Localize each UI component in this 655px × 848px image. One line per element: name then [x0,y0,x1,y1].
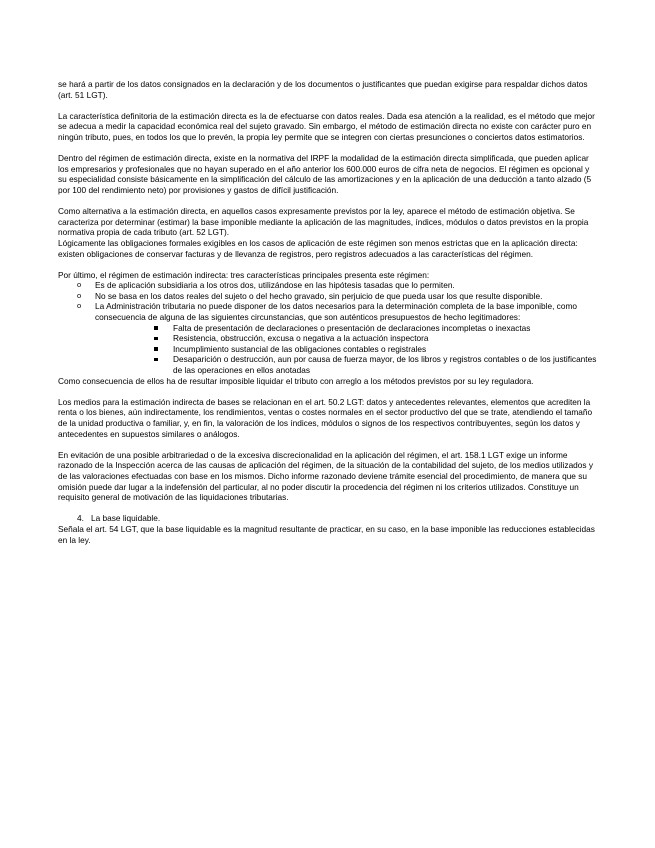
section-number: 4. [77,513,84,524]
document-body [58,79,598,545]
paragraph-medios-estimacion: Los medios para la estimación indirecta de bases se relacionan en el art. 50.2 LGT: datos y antecedentes relevantes, elementos que acrediten la renta o los bienes, aún indirectamente, los rendimientos, ventas o costes normales en el sector productivo del que se trate, atendiendo el tamaño de la unidad productiva o familiar, y, en fin, la valoración de los índices, módulos o signos de los respectivos contribuyentes, según los datos y antecedentes en supuestos similares o análogos. [58,396,593,439]
list-item: Falta de presentación de declaraciones o presentación de declaraciones incompletas o inexactas [58,323,598,334]
section-heading [58,513,598,524]
paragraph-estimacion-indirecta: Por último, el régimen de estimación indirecta: tres características principales presenta este régimen: [58,269,430,280]
paragraph-estimacion-directa: La característica definitoria de la estimación directa es la de efectuarse con datos reales. Dada esa atención a la realidad, es el método que mejor se adecua a medir la capacidad económica real del sujeto gravado. Sin embargo, el método de estimación directa no existe con carácter puro en ningún tributo, pues, en todos los que lo prevén, la propia ley permite que se integren con ciertas presunciones o conciertos datos estimatorios. [58,110,595,142]
paragraph-base-liquidable: Señala el art. 54 LGT, que la base liquidable es la magnitud resultante de practicar, en su caso, en la base imponible las reducciones establecidas en la ley. [58,523,595,545]
list-item: Desaparición o destrucción, aun por causa de fuerza mayor, de los libros y registros contables o de los justificantes de las operaciones en ellos anotadas [58,354,598,375]
characteristics-list [58,280,598,322]
list-item: Resistencia, obstrucción, excusa o negativa a la actuación inspectora [58,333,598,344]
paragraph-art51: se hará a partir de los datos consignados en la declaración y de los documentos o justificantes que puedan exigirse para respaldar dichos datos (art. 51 LGT). [58,79,588,100]
list-item: o La Administración tributaria no puede disponer de los datos necesarios para la determinación completa de la base imponible, como consecuencia de alguna de las siguientes circunstancias, que son auténticos presupuestos de hecho legitimadores: [58,301,598,322]
section-title: La base liquidable. [91,513,161,524]
paragraph-consecuencia: Como consecuencia de ellos ha de resultar imposible liquidar el tributo con arreglo a los métodos previstos por su ley reguladora. [58,375,534,386]
paragraph-informe-razonado: En evitación de una posible arbitrariedad o de la excesiva discrecionalidad en la aplicación del régimen, el art. 158.1 LGT exige un informe razonado de la Inspección acerca de las causas de aplicación del régimen, de la situación de la contabilidad del sujeto, de los medios utilizados y de las valoraciones efectuadas con base en los mismos. Dicho informe razonado deviene trámite esencial del procedimiento, de manera que su omisión puede dar lugar a la indefensión del particular, al no poder discutir la procedencia del régimen ni los criterios utilizados. Constituye un requisito general de motivación de las liquidaciones tributarias. [58,449,594,503]
list-item: o Es de aplicación subsidiaria a los otros dos, utilizándose en las hipótesis tasadas que lo permiten. [58,280,598,291]
list-item: Incumplimiento sustancial de las obligaciones contables o registrales [58,344,598,355]
paragraph-directa-simplificada: Dentro del régimen de estimación directa, existe en la normativa del IRPF la modalidad de la estimación directa simplificada, que pueden aplicar los empresarios y profesionales que no hayan superado en el año anterior los 600.000 euros de cifra neta de negocios. El régimen es opcional y su especialidad consiste básicamente en la simplificación del cálculo de las amortizaciones y en la aplicación de una deducción a tanto alzado (5 por 100 del rendimiento neto) por provisiones y gastos de difícil justificación. [58,153,592,195]
paragraph-obligaciones-formales: Lógicamente las obligaciones formales exigibles en los casos de aplicación de este régimen son menos estrictas que en la aplicación directa: existen obligaciones de conservar facturas y de llevanza de registros, pero registros adecuados a las características del régimen. [58,237,578,259]
paragraph-estimacion-objetiva: Como alternativa a la estimación directa, en aquellos casos expresamente previstos por la ley, aparece el método de estimación objetiva. Se caracteriza por determinar (estimar) la base imponible mediante la aplicación de las magnitudes, índices, módulos o datos previstos en la propia normativa propia de cada tributo (art. 52 LGT). [58,206,589,238]
list-item: o No se basa en los datos reales del sujeto o del hecho gravado, sin perjuicio de que pueda usar los que resulte disponible. [58,291,598,302]
circumstances-list [58,323,598,376]
